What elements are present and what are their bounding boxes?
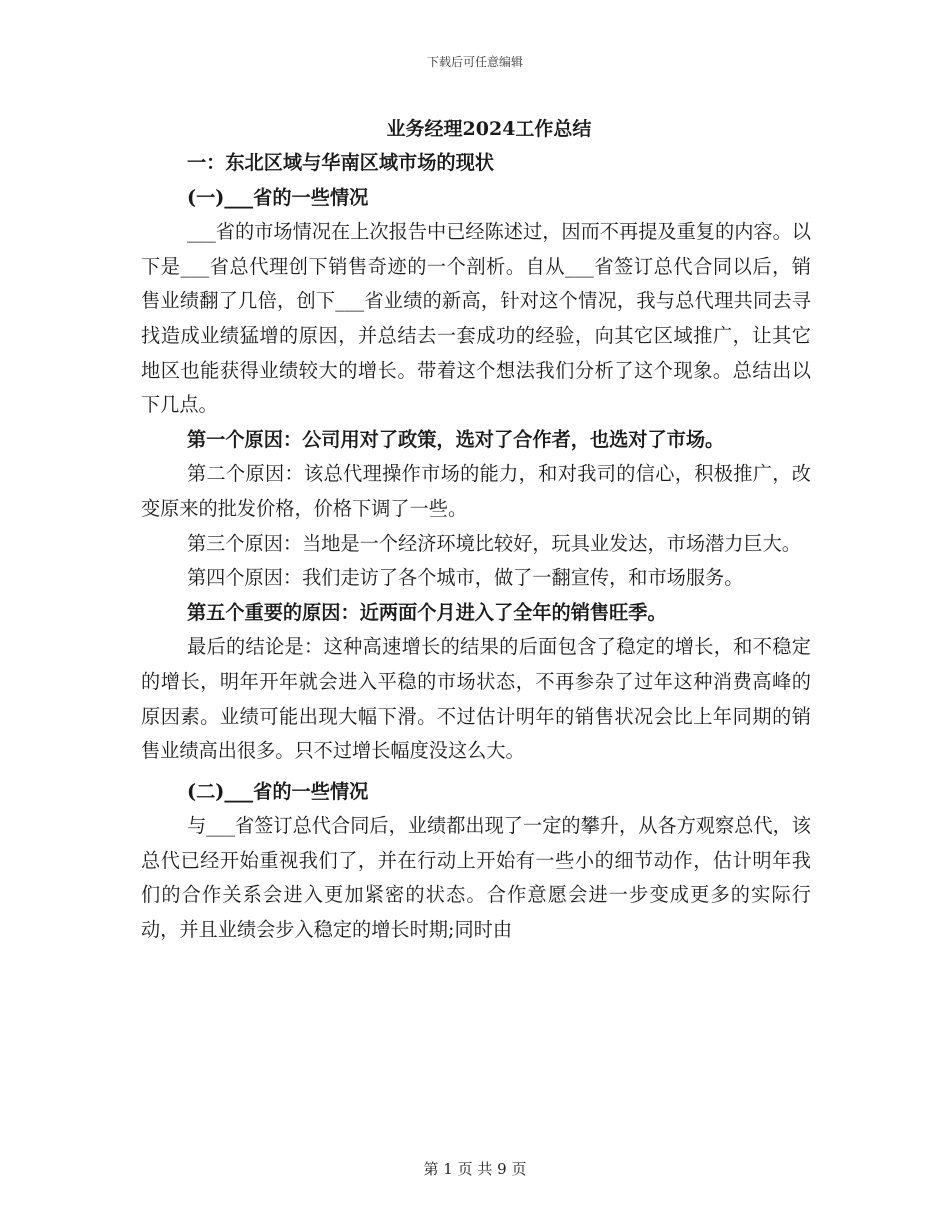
conclusion-paragraph: 最后的结论是：这种高速增长的结果的后面包含了稳定的增长，和不稳定的增长，明年开年就会进入平稳的市场状态，不再参杂了过年这种消费高峰的原因素。业绩可能出现大幅下滑。不过估计明年的销售状况会比上年同期的销售业绩高出很多。只不过增长幅度没这么大。 [141, 635, 811, 763]
reason-2: 第二个原因：该总代理操作市场的能力，和对我司的信心，积极推广，改变原来的批发价格，价格下调了一些。 [141, 462, 811, 520]
document-body [141, 112, 811, 948]
document-title: 业务经理2024工作总结 [386, 118, 592, 140]
paragraph-2: 与___省签订总代合同后，业绩都出现了一定的攀升，从各方观察总代，该总代已经开始重视我们了，并在行动上开始有一些小的细节动作，估计明年我们的合作关系会进入更加紧密的状态。合作意愿会进一步变成更多的实际行动，并且业绩会步入稳定的增长时期;同时由 [141, 814, 811, 942]
reason-3: 第三个原因：当地是一个经济环境比较好，玩具业发达，市场潜力巨大。 [187, 531, 801, 555]
section-heading: 一：东北区域与华南区域市场的现状 [187, 151, 494, 174]
paragraph-1: ___省的市场情况在上次报告中已经陈述过，因而不再提及重复的内容。以下是___省总代理创下销售奇迹的一个剖析。自从___省签订总代合同以后，销售业绩翻了几倍，创下___省业绩的新高，针对这个情况，我与总代理共同去寻找造成业绩猛增的原因，并总结去一套成功的经验，向其它区域推广，让其它地区也能获得业绩较大的增长。带着这个想法我们分析了这个现象。总结出以下几点。 [141, 220, 811, 417]
subsection-heading-1: (一)___省的一些情况 [187, 185, 369, 209]
reason-4: 第四个原因：我们走访了各个城市，做了一翻宣传，和市场服务。 [187, 566, 744, 590]
page-footer: 第 1 页 共 9 页 [423, 1160, 527, 1178]
header-note: 下载后可任意编辑 [426, 55, 523, 69]
subsection-heading-2: (二)___省的一些情况 [187, 779, 369, 803]
reason-1: 第一个原因：公司用对了政策，选对了合作者，也选对了市场。 [187, 427, 725, 451]
reason-5: 第五个重要的原因：近两面个月进入了全年的销售旺季。 [187, 600, 667, 624]
